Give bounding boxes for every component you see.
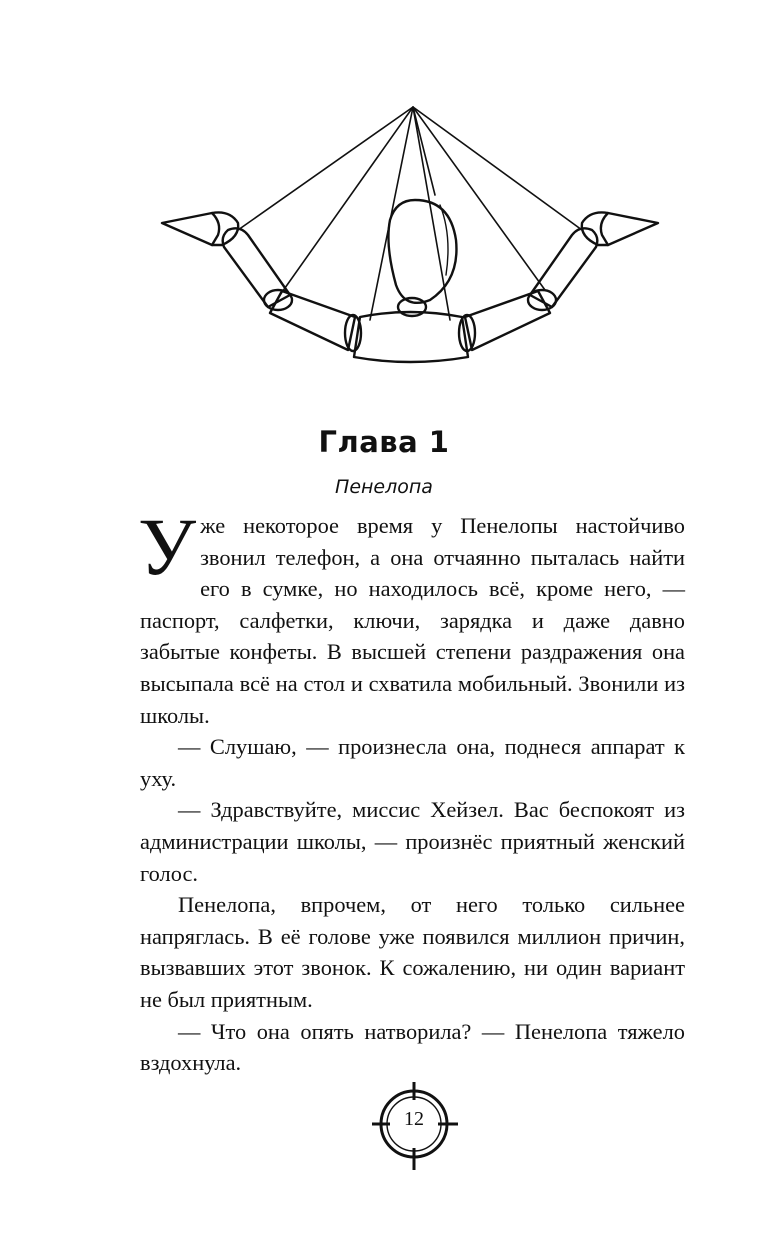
paragraph: — Слушаю, — произнесла она, поднеся аппарат к уху.: [140, 734, 685, 791]
paragraph: [138, 501, 685, 731]
page-number: 12: [404, 1108, 424, 1130]
paragraph: — Что она опять натворила? — Пенелопа тяжело вздохнула.: [140, 1018, 685, 1076]
paragraph: — Здравствуйте, миссис Хейзел. Вас беспокоят из администрации школы, — произнёс приятный женский голос.: [140, 797, 685, 886]
chapter-title: Глава 1: [318, 425, 450, 459]
body-text: [138, 501, 685, 1079]
puppet-strings: [238, 107, 582, 320]
wooden-mannequin-puppet-icon: [150, 95, 670, 385]
page-number-badge: [364, 1078, 464, 1178]
paragraph: Пенелопа, впрочем, от него только сильнее напряглась. В её голове уже появился миллион причин, вызвавших этот звонок. К сожалению, ни один вариант не был приятным.: [140, 892, 685, 1012]
chapter-subtitle: Пенелопа: [335, 476, 433, 498]
paragraph-text: же некоторое время у Пенелопы настойчиво звонил телефон, а она отчаянно пыталась найти его в сумке, но находилось всё, кроме него, — паспорт, салфетки, ключи, зарядка и даже давно забытые конфеты. В высшей степени раздражения она высыпала всё на стол и схватила мобильный. Звонили из школы.: [140, 513, 685, 728]
drop-cap: У: [138, 501, 197, 592]
